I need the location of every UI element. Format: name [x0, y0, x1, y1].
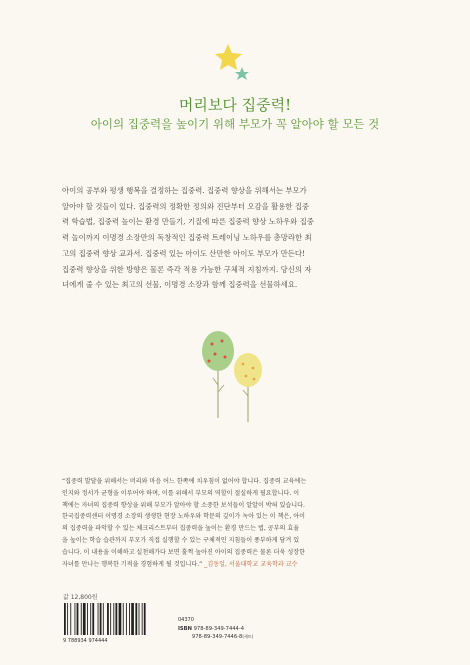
barcode-bar	[129, 603, 130, 635]
review-attribution: _김동일, 서울대학교 교육학과 교수	[204, 560, 298, 568]
barcode-bar	[67, 603, 68, 635]
headline: 머리보다 집중력!	[178, 96, 292, 114]
barcode-bar	[64, 603, 66, 635]
tree-illustration	[198, 330, 270, 430]
barcode-bar	[119, 603, 122, 635]
green-star-icon	[235, 67, 249, 80]
description-line: 녀에게 줄 수 있는 최고의 선물, 이명경 소장과 함께 집중력을 선물하세요.	[62, 280, 298, 290]
barcode-addon-number: 04370	[178, 617, 194, 623]
book-description	[62, 183, 408, 293]
barcode-bar	[75, 603, 76, 635]
isbn-label: ISBN	[178, 626, 192, 632]
review-line: 인지와 정서가 균형을 이루어야 하며, 이를 위해서 부모의 역할이 절실하게 필요합니다. 이	[62, 489, 300, 497]
barcode-bar	[81, 603, 82, 635]
yellow-tree-icon	[234, 353, 262, 422]
description-line: 알아야 할 것들이 있다. 집중력의 정확한 정의와 진단부터 오감을 활용한 집중	[62, 201, 310, 211]
review-line: 습니다. 이 내용을 이해하고 실천해가다 보면 훌쩍 높아진 아이의 집중력은 물론 더욱 성장한	[62, 548, 305, 556]
barcode-bar	[110, 603, 111, 635]
barcode-bar	[83, 603, 86, 635]
barcode-bar	[87, 603, 88, 635]
barcode-bar	[115, 603, 117, 635]
barcode-bar	[100, 603, 102, 635]
green-tree-icon	[202, 331, 234, 418]
barcode-bar	[70, 603, 71, 635]
barcode-bar	[107, 603, 109, 635]
isbn-set-line	[178, 634, 253, 640]
description-line: 력 학습법, 집중력 높이는 환경 만들기, 기질에 따른 집중력 향상 노하우와 집중	[62, 217, 314, 227]
review-quote	[62, 476, 408, 570]
star-decoration	[214, 42, 254, 86]
isbn-line	[178, 626, 244, 632]
description-line: 집중력 향상을 위한 방향은 물론 즉각 적용 가능한 구체적 지침까지. 당신의 자	[62, 264, 312, 274]
isbn-set-note: (세트)	[242, 634, 254, 639]
barcode-bar	[98, 603, 99, 635]
barcode-bar	[131, 603, 134, 635]
barcode-bar	[135, 603, 137, 635]
review-last-line: 자녀를 만나는 행복한 기적을 경험하게 될 것입니다.”	[62, 560, 203, 568]
description-line: 아이의 공부와 평생 행복을 결정하는 집중력. 집중력 향상을 위해서는 부모가	[62, 186, 307, 195]
review-line: 을 높이는 학습 습관까지 부모가 직접 실행할 수 있는 구체적인 지침들이 풍부하게 담겨 있	[62, 536, 300, 544]
subheadline: 아이의 집중력을 높이기 위해 부모가 꼭 알아야 할 모든 것	[90, 117, 380, 131]
barcode-bar	[139, 603, 140, 635]
barcode-bar	[126, 603, 127, 635]
isbn-set-number: 978-89-349-7446-8	[191, 634, 243, 640]
review-line: 책에는 자녀의 집중력 향상을 위해 부모가 알아야 할 소중한 보석들이 알알이 박혀 있습니다.	[62, 501, 305, 509]
barcode-bar	[144, 603, 146, 635]
description-line: 력 놀이까지 이명경 소장만의 독창적인 집중력 트레이닝 노하우를 총망라한 최	[62, 233, 312, 243]
barcode-bar	[142, 603, 143, 635]
barcode-bar	[113, 603, 114, 635]
isbn-number: 978-89-349-7444-4	[193, 626, 245, 632]
yellow-star-icon	[215, 44, 242, 70]
description-line: 고의 집중력 향상 교과서. 집중력 있는 아이도 산만한 아이도 부모가 만든다!	[62, 248, 305, 258]
review-line: 한국집중력센터 이명경 소장의 생생한 현장 노하우와 학문의 깊이가 녹아 있는 이 책은, 아이	[62, 513, 305, 521]
barcode-number: 9 788934 974444	[63, 638, 108, 644]
review-line: “집중력 발달을 위해서는 머리와 마음 어느 한쪽에 치우침이 없어야 합니다. 집중력 교육에는	[62, 478, 307, 485]
barcode-bar	[103, 603, 104, 635]
barcode-bar	[90, 603, 91, 635]
review-line: 의 집중력을 파악할 수 있는 체크리스트부터 집중력을 높이는 환경 만드는 법, 공부의 효율	[62, 525, 300, 533]
barcode-bar	[77, 603, 79, 635]
price-label: 값 12,800원	[63, 594, 98, 601]
barcode-bar	[92, 603, 94, 635]
barcode-bar	[123, 603, 124, 635]
review-line	[62, 559, 408, 571]
barcode	[62, 603, 172, 637]
